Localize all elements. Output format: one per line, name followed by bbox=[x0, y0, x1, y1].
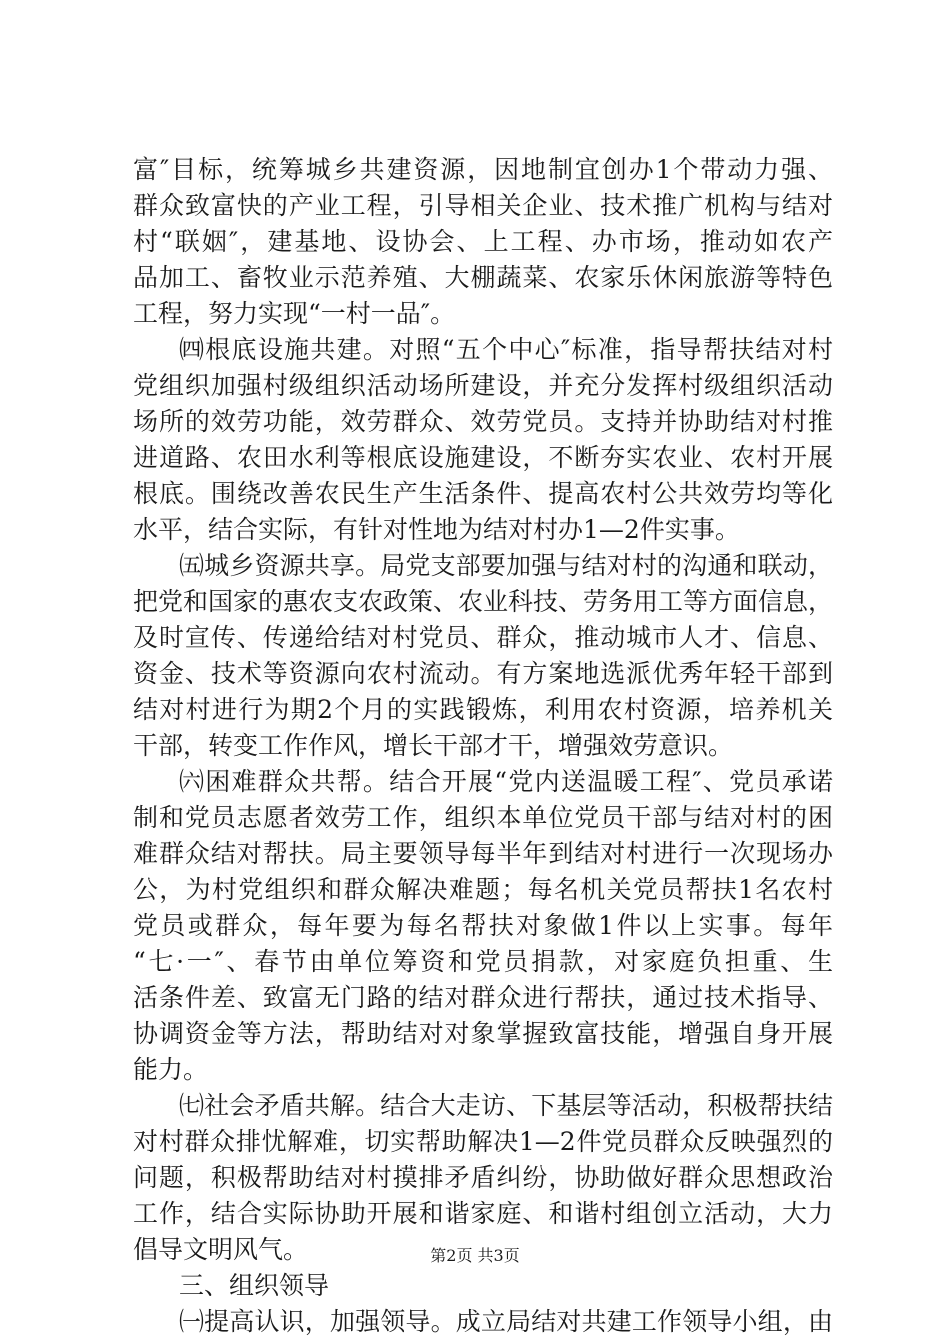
text-line: 公，为村党组织和群众解决难题；每名机关党员帮扶1名农村 bbox=[133, 875, 833, 904]
text-line: 制和党员志愿者效劳工作，组织本单位党员干部与结对村的困 bbox=[133, 803, 833, 832]
section-four-heading-line: ㈣根底设施共建。对照“五个中心″标准，指导帮扶结对村 bbox=[179, 335, 833, 364]
text-line: 党组织加强村级组织活动场所建设，并充分发挥村级组织活动 bbox=[133, 371, 833, 400]
text-line: 干部，转变工作作风，增长干部才干，增强效劳意识。 bbox=[133, 731, 734, 760]
text-line: 倡导文明风气。 bbox=[133, 1235, 309, 1264]
text-line: 活条件差、致富无门路的结对群众进行帮扶，通过技术指导、 bbox=[133, 983, 833, 1012]
section-seven-heading-line: ㈦社会矛盾共解。结合大走访、下基层等活动，积极帮扶结 bbox=[179, 1091, 833, 1120]
text-line: 党员或群众，每年要为每名帮扶对象做1件以上实事。每年 bbox=[133, 911, 833, 940]
text-line: 群众致富快的产业工程，引导相关企业、技术推广机构与结对 bbox=[133, 191, 833, 220]
text-line: 村“联姻″，建基地、设协会、上工程、办市场，推动如农产 bbox=[133, 227, 833, 256]
text-line: 品加工、畜牧业示范养殖、大棚蔬菜、农家乐休闲旅游等特色 bbox=[133, 263, 833, 292]
text-line: 根底。围绕改善农民生产生活条件、提高农村公共效劳均等化 bbox=[133, 479, 833, 508]
text-line: 问题，积极帮助结对村摸排矛盾纠纷，协助做好群众思想政治 bbox=[133, 1163, 833, 1192]
subsection-one-heading-line: ㈠提高认识，加强领导。成立局结对共建工作领导小组，由 bbox=[179, 1307, 833, 1336]
section-three-title: 三、组织领导 bbox=[179, 1271, 330, 1300]
text-line: 把党和国家的惠农支农政策、农业科技、劳务用工等方面信息， bbox=[133, 587, 834, 616]
text-line: 能力。 bbox=[133, 1055, 209, 1084]
text-line: 难群众结对帮扶。局主要领导每半年到结对村进行一次现场办 bbox=[133, 839, 833, 868]
text-line: 工作，结合实际协助开展和谐家庭、和谐村组创立活动，大力 bbox=[133, 1199, 833, 1228]
text-line: 资金、技术等资源向农村流动。有方案地选派优秀年轻干部到 bbox=[133, 659, 833, 688]
section-five-heading-line: ㈤城乡资源共享。局党支部要加强与结对村的沟通和联动， bbox=[179, 551, 833, 580]
document-body bbox=[133, 152, 833, 1340]
page-number-footer: 第2页 共3页 bbox=[430, 1246, 520, 1265]
text-line: 场所的效劳功能，效劳群众、效劳党员。支持并协助结对村推 bbox=[133, 407, 833, 436]
text-line: 进道路、农田水利等根底设施建设，不断夯实农业、农村开展 bbox=[133, 443, 833, 472]
text-line: 及时宣传、传递给结对村党员、群众，推动城市人才、信息、 bbox=[133, 623, 833, 652]
text-line: 结对村进行为期2个月的实践锻炼，利用农村资源，培养机关 bbox=[133, 695, 833, 724]
text-line: 工程，努力实现“一村一品″。 bbox=[133, 299, 456, 328]
section-six-heading-line: ㈥困难群众共帮。结合开展“党内送温暖工程″、党员承诺 bbox=[179, 767, 833, 796]
text-line: 水平，结合实际，有针对性地为结对村办1—2件实事。 bbox=[133, 515, 740, 544]
text-line: 富″目标，统筹城乡共建资源，因地制宜创办1个带动力强、 bbox=[133, 155, 833, 184]
text-line: 对村群众排忧解难，切实帮助解决1—2件党员群众反映强烈的 bbox=[133, 1127, 833, 1156]
text-line: “七·一″、春节由单位筹资和党员捐款，对家庭负担重、生 bbox=[133, 947, 833, 976]
text-line: 协调资金等方法，帮助结对对象掌握致富技能，增强自身开展 bbox=[133, 1019, 833, 1048]
